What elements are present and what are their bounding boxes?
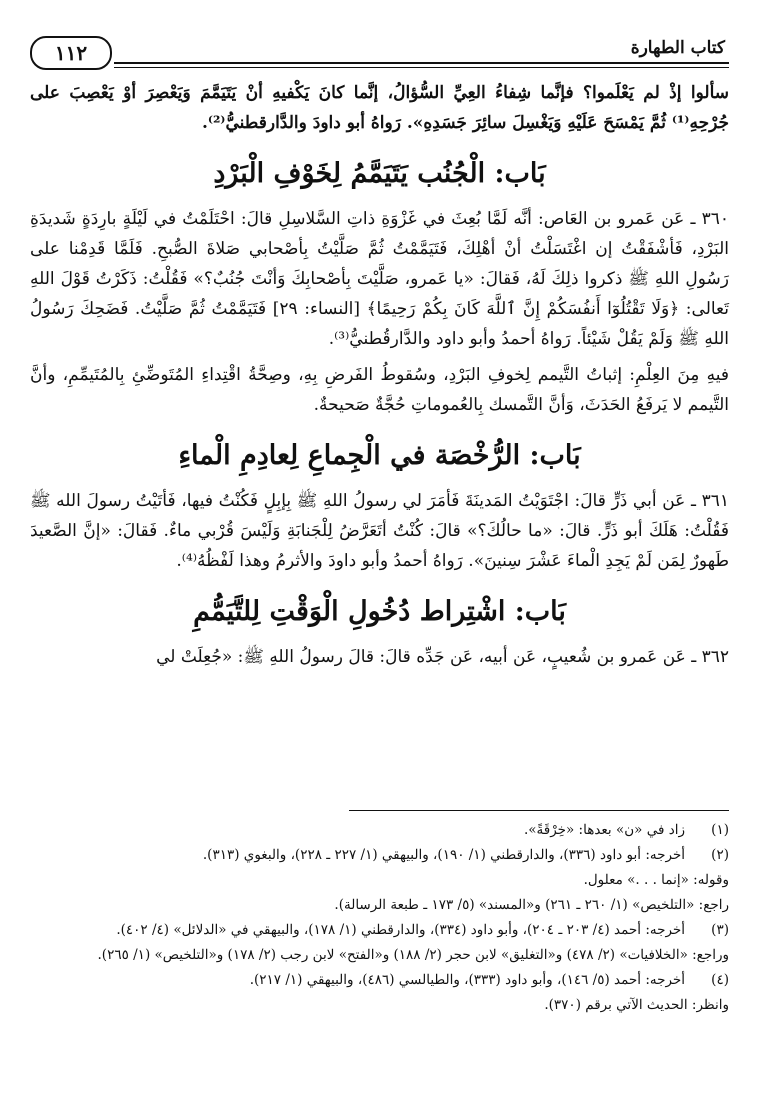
chapter-heading-3: بَاب: اشْتِراط دُخُولِ الْوَقْتِ لِلتَّيَمُّمِ (193, 596, 566, 627)
footnote-text: أخرجه: أبو داود (٣٣٦)، والدارقطني (١/ ١٩٠)، والبيهقي (١/ ٢٢٧ ـ ٢٢٨)، والبغوي (٣١٣). (202, 847, 685, 863)
footnote-text: وقوله: «إنما . . .» معلول. (583, 872, 729, 888)
hadith-362: ٣٦٢ ـ عَن عَمرو بن شُعيبٍ، عَن أبيه، عَن جَدِّه قالَ: قالَ رسولُ اللهِ ﷺ: «جُعِلَتْ لي (156, 647, 729, 667)
header-rule (114, 62, 729, 64)
footnote-text: زاد في «ن» بعدها: «خِرْقَةً». (523, 822, 685, 838)
footnote (30, 918, 729, 943)
footnote-text: أخرجه: أحمد (٤/ ٢٠٣ ـ ٢٠٤)، وأبو داود (٣٣٤)، والدارقطني (١/ ١٧٨)، والبيهقي في «الدلائل» (٤/ ٤٠٢). (116, 922, 685, 938)
footnote (30, 818, 729, 843)
page-body (30, 78, 729, 678)
book-section-title: كتاب الطهارة (630, 38, 725, 58)
footnote-number: (٣) (711, 922, 729, 938)
hadith-360: ٣٦٠ ـ عَن عَمرو بن العَاص: أنَّه لَمَّا بُعِثَ في غَزْوَةِ ذاتِ السَّلاسِلِ قالَ: احْتَلَمْتُ في لَيْلَةٍ بارِدَةٍ شَديدَةِ البَرْدِ، فَأشْفَقْتُ إن اغْتَسَلْتُ أنْ أهْلِكَ، فَتَيَمَّمْتُ ثُمَّ صَلَّيْتُ بِأصْحابي صَلاةَ الصُّبحِ. فَلَمَّا قَدِمْنا على رَسُولِ اللهِ ﷺ ذكروا ذلِكَ لَهُ، فَقالَ: «يا عَمرو، صَلَّيْتَ بِأصْحابِكَ وَأنْتَ جُنُبٌ؟» فَقُلْتُ: ذَكَرْتُ قَوْلَ اللهِ تَعالى: ﴿وَلَا تَقْتُلُوٓا أَنفُسَكُمْ إِنَّ ٱللَّهَ كَانَ بِكُمْ رَحِيمًا﴾ [النساء: ٢٩] فَتَيَمَّمْتُ ثُمَّ صَلَّيْتُ. فَضَحِكَ رَسُولُ اللهِ ﷺ وَلَمْ يَقُلْ شَيْئاً. رَواهُ أحمدُ وأبو داود والدَّارقُطنيُّ⁽³⁾. (30, 209, 729, 349)
paragraph-commentary: فيهِ مِنَ العِلْمِ: إثباتُ التَّيمم لِخوفِ البَرْدِ، وسُقوطُ الفَرضِ بِهِ، وصِحَّةُ اقْتِداءِ المُتَوضِّئِ بِالمُتَيمِّمِ، وأنَّ التَّيمم لا يَرفَعُ الحَدَثَ، وَأنَّ التَّمسك بِالعُموماتِ حُجَّةٌ صَحيحةٌ. (30, 365, 729, 415)
chapter-heading-1: بَاب: الْجُنُب يَتَيَمَّمُ لِخَوْفِ الْبَرْدِ (213, 158, 546, 189)
footnote-text: راجع: «التلخيص» (١/ ٢٦٠ ـ ٢٦١) و«المسند» (٥/ ١٧٣ ـ طبعة الرسالة). (334, 897, 729, 913)
chapter-heading-2: بَاب: الرُّخْصَة في الْجِماعِ لِعادِمِ الْماءِ (178, 440, 581, 471)
footnote-text: وراجع: «الخلافيات» (٢/ ٤٧٨) و«التغليق» لابن حجر (٢/ ١٨٨) و«الفتح» لابن رجب (٢/ ١٧٨) و«التلخيص» (١/ ٢٦٥). (97, 947, 729, 963)
footnote-text: وانظر: الحديث الآتي برقم (٣٧٠). (544, 997, 729, 1013)
header-rule-thin (114, 67, 729, 68)
page-header (30, 36, 729, 70)
hadith-361: ٣٦١ ـ عَن أبي ذَرٍّ قالَ: اجْتَوَيْتُ المَدينَةَ فَأمَرَ لي رسولُ اللهِ ﷺ بِإبِلٍ فَكُنْتُ فيها، فَأتَيْتُ رسولَ الله ﷺ فَقُلْتُ: هَلَكَ أبو ذَرٍّ. قالَ: «ما حالُكَ؟» قالَ: كُنْتُ أتَعَرَّضُ لِلْجَنابَةِ وَلَيْسَ قُرْبي ماءٌ. فَقالَ: «إنَّ الصَّعيدَ طَهورٌ لِمَن لَمْ يَجِدِ الْماءَ عَشْرَ سِنينَ». رَواهُ أحمدُ وأبو داودَ والأثرمُ وهذا لَفْظُهُ⁽⁴⁾. (30, 491, 729, 571)
footnote-number: (١) (711, 822, 729, 838)
footnotes (30, 818, 729, 1018)
footnote-separator (349, 810, 729, 811)
footnote (30, 968, 729, 993)
page-number: ١١٢ (30, 36, 112, 70)
footnote-text: أخرجه: أحمد (٥/ ١٤٦)، وأبو داود (٣٣٣)، والطيالسي (٤٨٦)، والبيهقي (١/ ٢١٧). (249, 972, 685, 988)
footnote-number: (٢) (711, 847, 729, 863)
footnote (30, 843, 729, 868)
paragraph-intro: سألوا إذْ لم يَعْلَموا؟ فإنَّما شِفاءُ العِيِّ السُّؤالُ، إنَّما كانَ يَكْفيهِ أنْ يَتَيَمَّمَ وَيَعْصِرَ أوْ يَعْصِبَ على جُرْحِهِ⁽¹⁾ ثُمَّ يَمْسَحَ عَلَيْهِ وَيَغْسِلَ سائِرَ جَسَدِهِ». رَواهُ أبو داودَ والدَّارقطنيُّ⁽²⁾. (30, 83, 729, 133)
footnote-number: (٤) (711, 972, 729, 988)
